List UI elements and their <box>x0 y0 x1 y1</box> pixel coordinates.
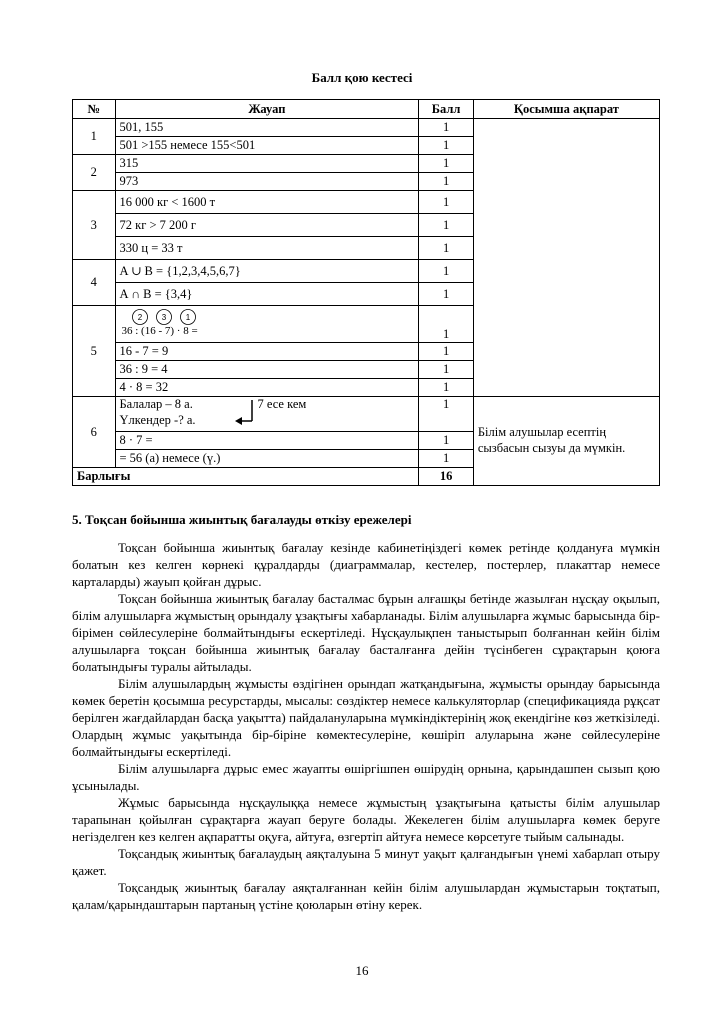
paragraph: Тоқсан бойынша жиынтық бағалау кезінде кабинетіңіздегі көмек ретінде қолдануға мүмкін болатын кез келген көрнекі құралдарды (диаграммалар, кестелер, постерлер, плакаттар немесе карталарды) жауып қойған дұрыс. <box>72 540 660 589</box>
expression-text: 36 : (16 - 7) · 8 = <box>121 325 198 337</box>
answer-cell: 973 <box>115 173 419 191</box>
order-circles-icon <box>122 308 232 326</box>
arrow-left-icon <box>234 399 256 427</box>
points-cell: 1 <box>419 450 474 468</box>
table-row <box>73 119 660 137</box>
page-number: 16 <box>355 963 369 978</box>
answer-cell: 4 · 8 = 32 <box>115 379 419 397</box>
answer-cell: 16 - 7 = 9 <box>115 343 419 361</box>
header-answer: Жауап <box>115 100 419 119</box>
paragraph: Білім алушылардың жұмысты өздігінен орындап жатқандығына, жұмысты орындау барысында көмек беретін қосымша ресурстарды, мысалы: сөздіктер немесе калькуляторлар (спецификацияда рұқсат берілген жағдайлардан басқа уақытта) пайдалануларына мүмкіндіктерінің жоқ екендігіне көз жеткізіледі. Олардың жұмыс уақытында бір-біріне көмектесулеріне, көшіріп алуларына және сөйлесулеріне болмайтындығы ескертіледі. <box>72 676 660 759</box>
answer-cell <box>115 397 419 432</box>
page-title: Балл қою кестесі <box>311 70 413 85</box>
points-cell: 1 <box>419 173 474 191</box>
answer-cell: A ∩ B = {3,4} <box>115 283 419 306</box>
answer-cell: 330 ц = 33 т <box>115 237 419 260</box>
answer-cell: 36 : 9 = 4 <box>115 361 419 379</box>
row-number: 6 <box>73 397 116 468</box>
total-points: 16 <box>419 468 474 486</box>
points-cell: 1 <box>419 379 474 397</box>
circle-label: 1 <box>185 313 190 322</box>
points-cell: 1 <box>419 155 474 173</box>
header-points: Балл <box>419 100 474 119</box>
circle-label: 3 <box>161 313 166 322</box>
paragraph: Тоқсандық жиынтық бағалау аяқталғаннан кейін білім алушылардан жұмыстарын тоқтатып, қалам/қарындаштарын партаның үстіне қоюларын өтіну керек. <box>72 880 660 912</box>
points-cell: 1 <box>419 237 474 260</box>
comparison-diagram <box>120 397 415 431</box>
rules-text <box>72 539 660 913</box>
points-cell: 1 <box>419 214 474 237</box>
row-number: 3 <box>73 191 116 260</box>
answer-cell: 16 000 кг < 1600 т <box>115 191 419 214</box>
paragraph: Жұмыс барысында нұсқаулыққа немесе жұмыстың ұзақтығына қатысты білім алушылар тарапынан қойылған сұрақтарға жауап беруге болады. Жекелеген білім алушыларға көмек беруге негізделген кез келген ақпаратты оқуға, айтуға, өзгертіп айтуға немесе көрсетуге тыйым салынады. <box>72 795 660 844</box>
answer-cell: A ∪ B = {1,2,3,4,5,6,7} <box>115 260 419 283</box>
extra-info-cell: Білім алушылар есептің сызбасын сызуы да мүмкін. <box>473 397 659 486</box>
points-cell: 1 <box>419 432 474 450</box>
children-line: Балалар – 8 а. <box>119 397 193 411</box>
answer-cell: 501, 155 <box>115 119 419 137</box>
header-number: № <box>73 100 116 119</box>
table-header-row <box>73 100 660 119</box>
paragraph: Білім алушыларға дұрыс емес жауапты өшіргішпен өшірудің орнына, қарындашпен сызып қою ұсынылады. <box>72 761 660 793</box>
points-cell: 1 <box>419 260 474 283</box>
paragraph: Тоқсандық жиынтық бағалаудың аяқталуына 5 минут уақыт қалғандығын үнемі хабарлап отыру қажет. <box>72 846 660 878</box>
points-cell: 1 <box>419 343 474 361</box>
row-number: 5 <box>73 306 116 397</box>
table-row <box>73 397 660 432</box>
points-cell: 1 <box>419 119 474 137</box>
row-number: 2 <box>73 155 116 191</box>
order-of-operations-diagram <box>120 307 415 341</box>
comparison-label: 7 есе кем <box>257 397 307 411</box>
answer-cell <box>115 306 419 343</box>
points-cell: 1 <box>419 191 474 214</box>
row-number: 1 <box>73 119 116 155</box>
header-extra-info: Қосымша ақпарат <box>473 100 659 119</box>
points-cell: 1 <box>419 283 474 306</box>
answer-cell: 315 <box>115 155 419 173</box>
circle-label: 2 <box>137 313 142 322</box>
extra-info-cell <box>473 119 659 397</box>
section-heading: 5. Тоқсан бойынша жиынтық бағалауды өткізу ережелері <box>72 512 412 527</box>
answer-cell: 501 >155 немесе 155<501 <box>115 137 419 155</box>
points-cell: 1 <box>419 306 474 343</box>
points-cell: 1 <box>419 137 474 155</box>
paragraph: Тоқсан бойынша жиынтық бағалау басталмас бұрын алғашқы бетінде жазылған нұсқау оқылып, білім алушыларға жұмыстың орындалу ұзақтығы хабарланады. Білім алушыларға жұмыс барысында бір-бірімен сөйлесулеріне болмайтындығы ескертіледі. Нұсқаулықпен таныстырып болғаннан кейін білім алушыларға тоқсан бойынша жиынтық бағалау басталғанға дейін түсінбеген сұрақтарын қоюға болатындығы туралы айтылады. <box>72 591 660 674</box>
answer-cell: = 56 (а) немесе (ү.) <box>115 450 419 468</box>
answer-cell: 72 кг > 7 200 г <box>115 214 419 237</box>
points-cell: 1 <box>419 397 474 432</box>
total-label: Барлығы <box>73 468 419 486</box>
answer-cell: 8 · 7 = <box>115 432 419 450</box>
score-table <box>72 99 660 486</box>
adults-line: Үлкендер -? а. <box>119 413 196 427</box>
points-cell: 1 <box>419 361 474 379</box>
row-number: 4 <box>73 260 116 306</box>
